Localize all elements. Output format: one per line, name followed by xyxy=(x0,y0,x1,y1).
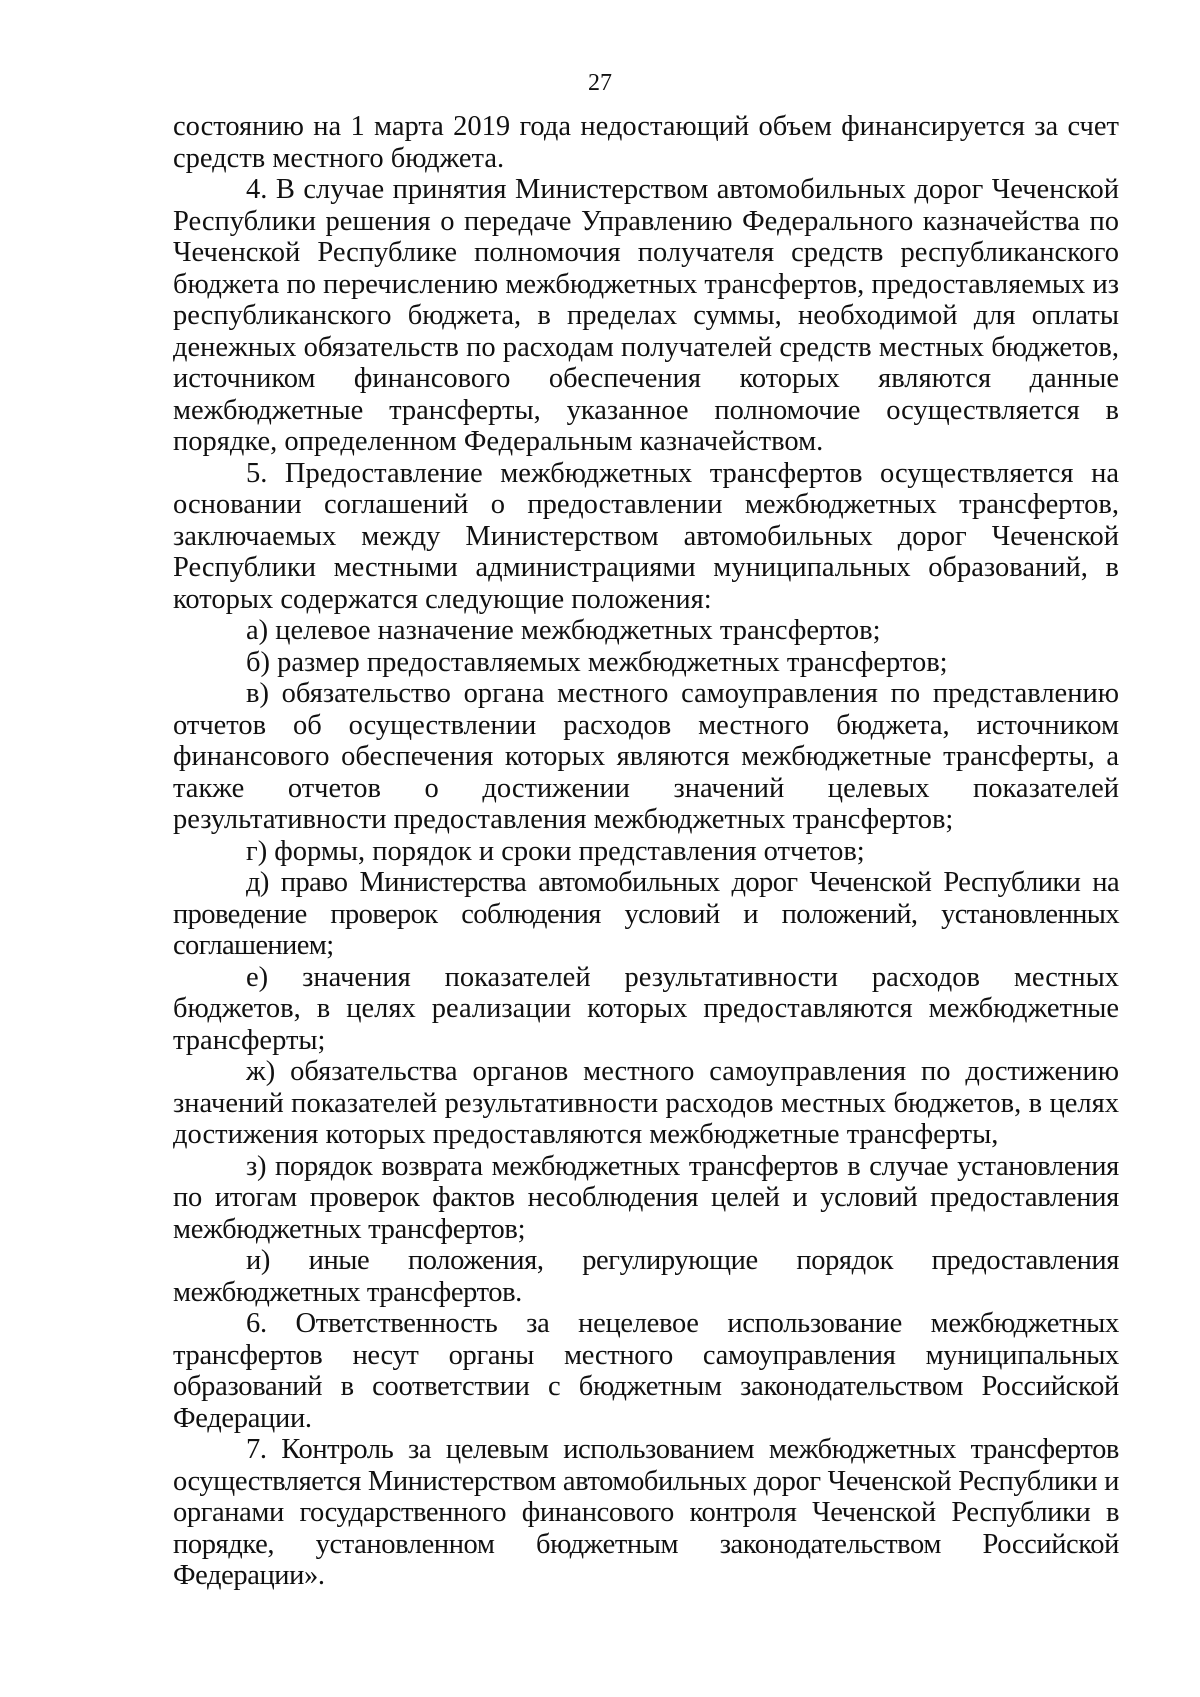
list-item-g: г) формы, порядок и сроки представления отчетов; xyxy=(246,835,865,867)
list-item-d: д) право Министерства автомобильных дорог Чеченской Республики на проведение проверок соблюдения условий и положений, установленных соглашением; xyxy=(173,867,1119,961)
list-item-b: б) размер предоставляемых межбюджетных трансфертов; xyxy=(246,646,948,678)
document-body xyxy=(173,111,1119,1592)
paragraph-continuation: состоянию на 1 марта 2019 года недостающий объем финансируется за счет средств местного бюджета. xyxy=(173,111,1119,174)
paragraph-item-6: 6. Ответственность за нецелевое использование межбюджетных трансфертов несут органы местного самоуправления муниципальных образований в соответствии с бюджетным законодательством Российской Федерации. xyxy=(173,1308,1119,1434)
list-item-e: е) значения показателей результативности расходов местных бюджетов, в целях реализации которых предоставляются межбюджетные трансферты; xyxy=(173,961,1119,1056)
paragraph-item-7: 7. Контроль за целевым использованием межбюджетных трансфертов осуществляется Министерством автомобильных дорог Чеченской Республики и органами государственного финансового контроля Чеченской Республики в порядке, установленном бюджетным законодательством Российской Федерации». xyxy=(173,1434,1119,1591)
list-item-a: а) целевое назначение межбюджетных трансфертов; xyxy=(246,615,881,646)
paragraph-item-5: 5. Предоставление межбюджетных трансфертов осуществляется на основании соглашений о предоставлении межбюджетных трансфертов, заключаемых между Министерством автомобильных дорог Чеченской Республики местными администрациями муниципальных образований, в которых содержатся следующие положения: xyxy=(173,457,1119,615)
paragraph-item-4: 4. В случае принятия Министерством автомобильных дорог Чеченской Республики решения о передаче Управлению Федерального казначейства по Чеченской Республике полномочия получателя средств республиканского бюджета по перечислению межбюджетных трансфертов, предоставляемых из республиканского бюджета, в пределах суммы, необходимой для оплаты денежных обязательств по расходам получателей средств местных бюджетов, источником финансового обеспечения которых являются данные межбюджетные трансферты, указанное полномочие осуществляется в порядке, определенном Федеральным казначейством. xyxy=(173,174,1119,457)
list-item-zh: ж) обязательства органов местного самоуправления по достижению значений показателей результативности расходов местных бюджетов, в целях достижения которых предоставляются межбюджетные трансферты, xyxy=(173,1056,1119,1150)
list-item-i: и) иные положения, регулирующие порядок предоставления межбюджетных трансфертов. xyxy=(173,1245,1119,1308)
list-item-z: з) порядок возврата межбюджетных трансфертов в случае установления по итогам проверок фактов несоблюдения целей и условий предоставления межбюджетных трансфертов; xyxy=(173,1150,1119,1245)
list-item-v: в) обязательство органа местного самоуправления по представлению отчетов об осуществлении расходов местного бюджета, источником финансового обеспечения которых являются межбюджетные трансферты, а также отчетов о достижении значений целевых показателей результативности предоставления межбюджетных трансфертов; xyxy=(173,678,1119,835)
page-number: 27 xyxy=(588,70,612,96)
